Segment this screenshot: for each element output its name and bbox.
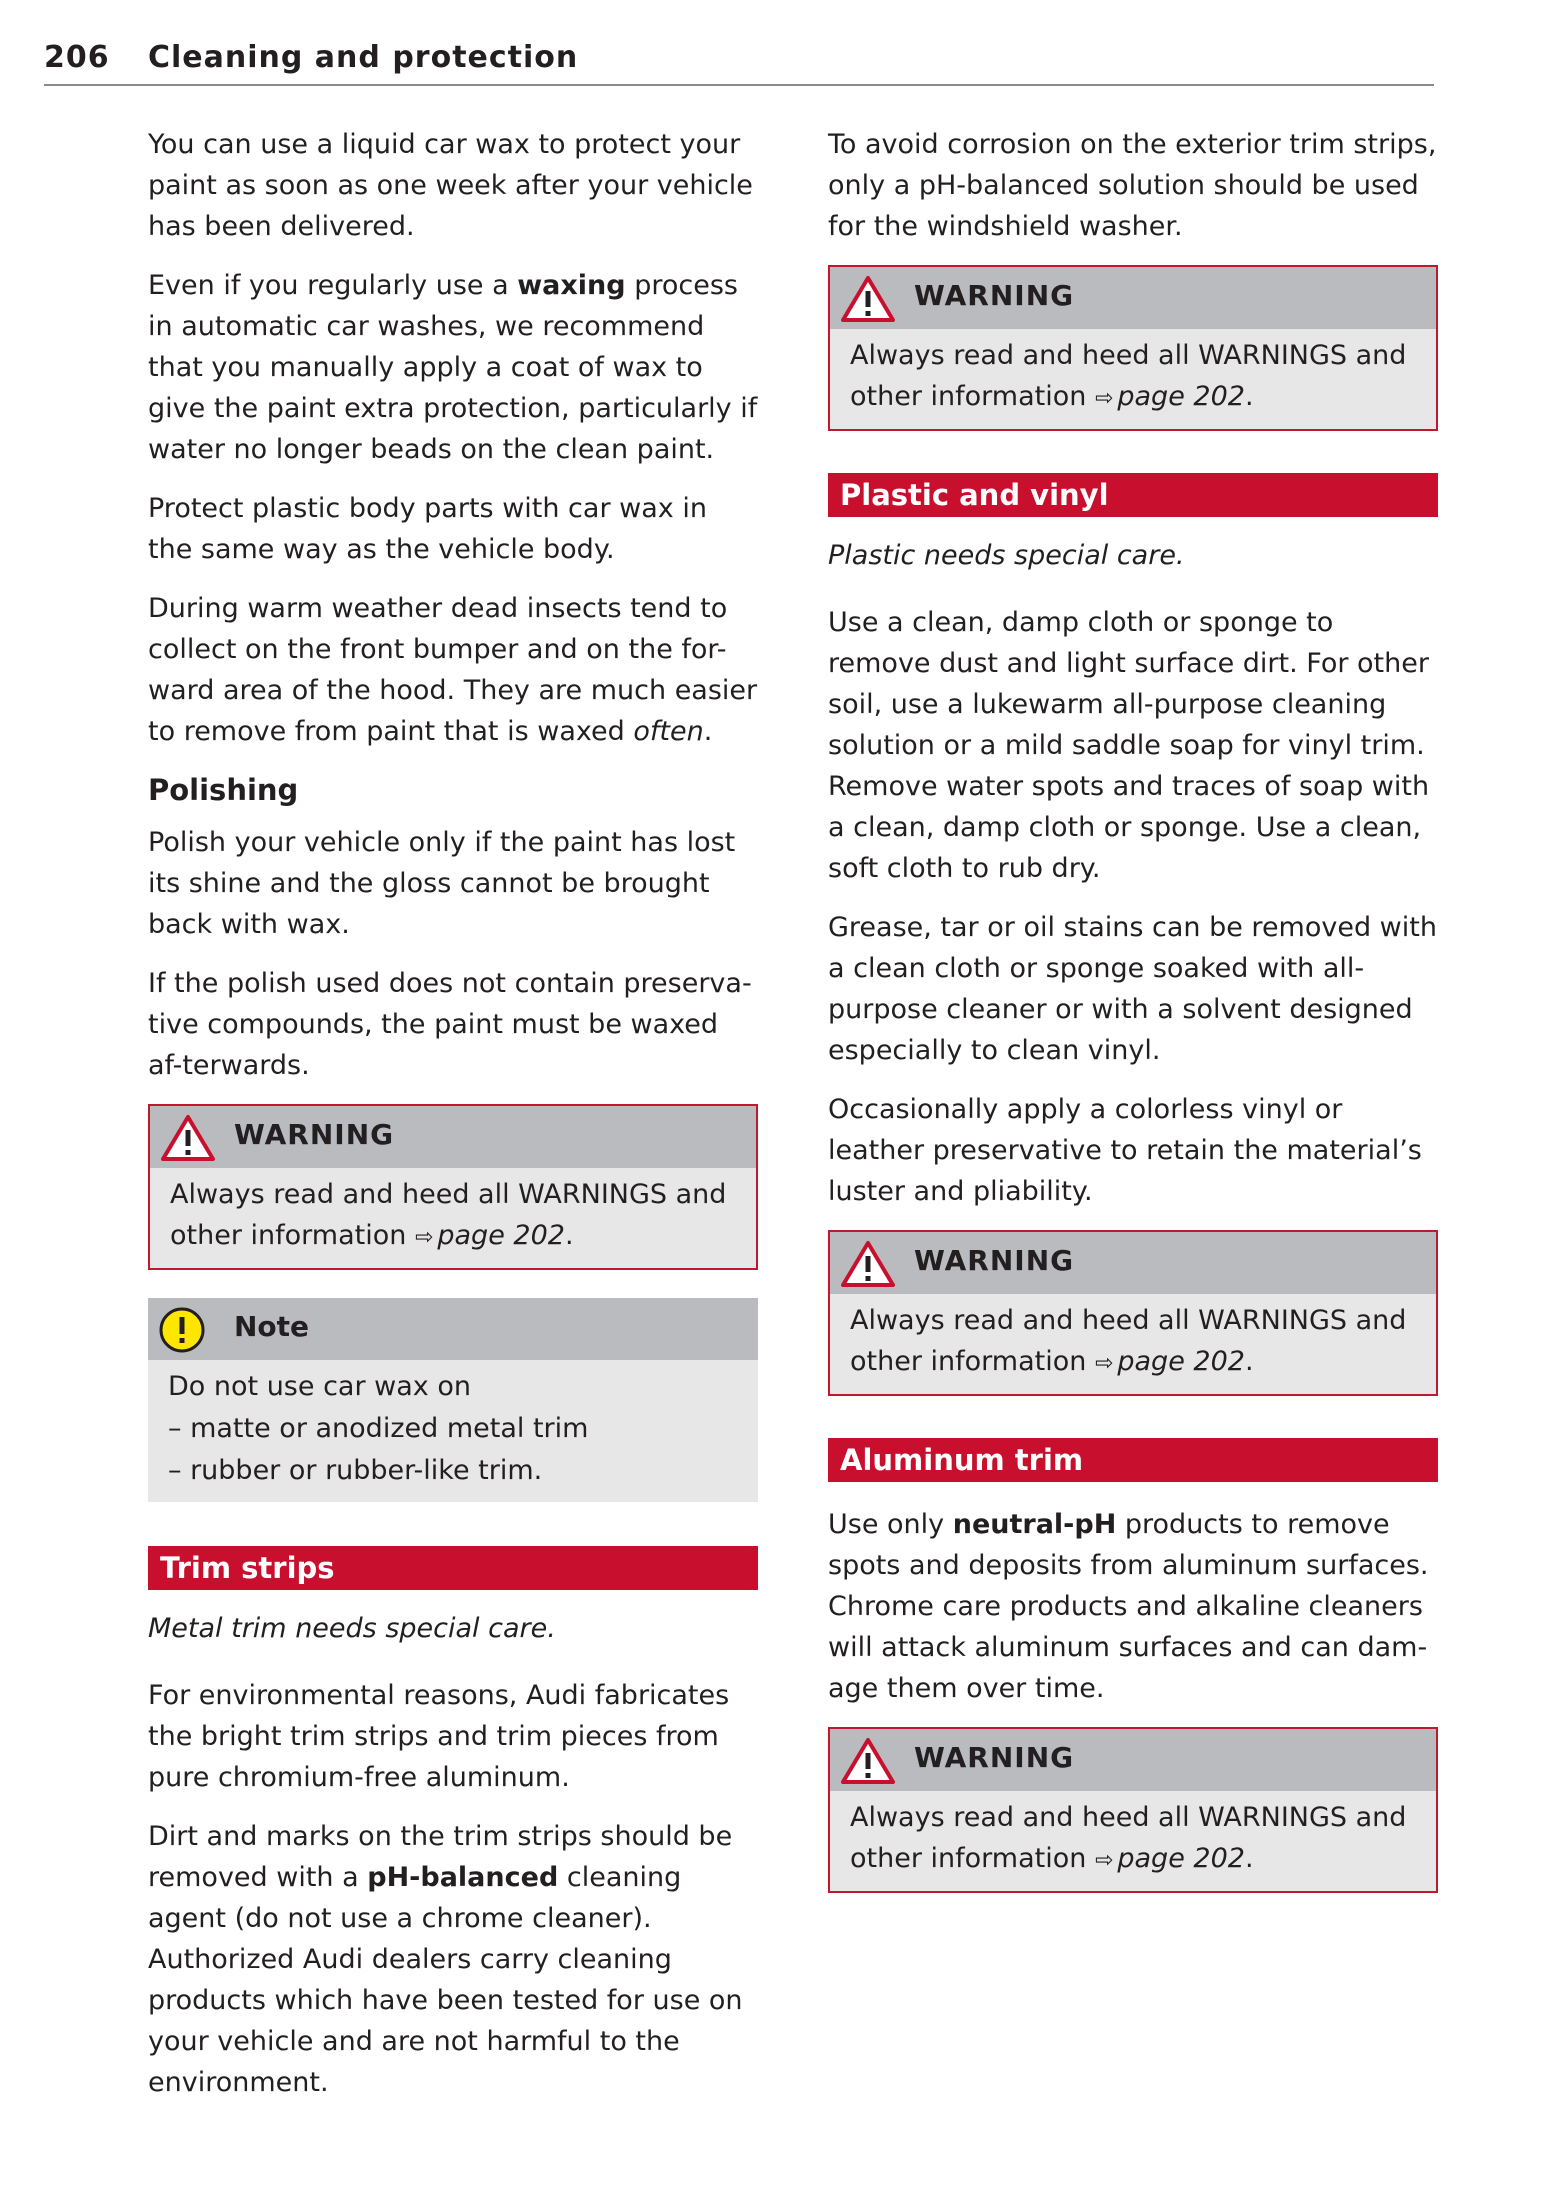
note-header	[148, 1298, 758, 1360]
page-reference-link[interactable]: page 202	[1117, 1843, 1245, 1874]
paragraph-polish-shine: Polish your vehicle only if the paint has lost its shine and the gloss cannot be brought back with wax.	[148, 827, 736, 940]
warning-header	[830, 1729, 1436, 1791]
text-fragment: .	[703, 716, 713, 747]
page-reference-link[interactable]: page 202	[437, 1220, 565, 1251]
exclamation-circle-icon	[158, 1306, 206, 1354]
warning-title: WARNING	[914, 1741, 1075, 1774]
warning-text: Always read and heed all WARNINGS and other information	[850, 340, 1407, 412]
paragraph-stains: Grease, tar or oil stains can be removed with a clean cloth or sponge soaked with all-purpose cleaner or with a solvent designed especially to clean vinyl.	[828, 912, 1437, 1066]
paragraph-preservative: Occasionally apply a colorless vinyl or leather preservative to retain the material’s luster and pliability.	[828, 1094, 1422, 1207]
paragraph-plastic-parts: Protect plastic body parts with car wax in the same way as the vehicle body.	[148, 493, 707, 565]
note-box	[148, 1298, 758, 1502]
text-fragment: .	[564, 1220, 574, 1251]
warning-box	[828, 1727, 1438, 1893]
page-reference-link[interactable]: page 202	[1117, 381, 1245, 412]
warning-header	[830, 267, 1436, 329]
paragraph-wax-intro: You can use a liquid car wax to protect your paint as soon as one week after your vehicle has been delivered.	[148, 129, 753, 242]
left-column	[148, 124, 758, 2121]
warning-title: WARNING	[914, 1244, 1075, 1277]
paragraph-aluminum-trim: For environmental reasons, Audi fabricates the bright trim strips and trim pieces from pure chromium-free aluminum.	[148, 1680, 730, 1793]
warning-body	[830, 1791, 1436, 1891]
note-list-item: – matte or anodized metal trim	[168, 1413, 589, 1444]
warning-text: Always read and heed all WARNINGS and other information	[170, 1179, 727, 1251]
warning-body	[150, 1168, 756, 1268]
page-reference-link[interactable]: page 202	[1117, 1346, 1245, 1377]
text-fragment: Even if you regularly use a	[148, 270, 518, 301]
section-heading-aluminum-trim: Aluminum trim	[828, 1438, 1438, 1482]
note-body	[148, 1360, 758, 1502]
paragraph-trim-cleaning	[148, 1816, 758, 2103]
warning-text: Always read and heed all WARNINGS and other information	[850, 1802, 1407, 1874]
page-header	[44, 40, 1434, 86]
section-heading-trim-strips: Trim strips	[148, 1546, 758, 1590]
text-fragment: process in automatic car washes, we recommend that you manually apply a coat of wax to give the paint extra protection, particularly if water no longer beads on the clean paint.	[148, 270, 758, 465]
text-fragment: .	[1244, 381, 1254, 412]
paragraph-insects	[148, 588, 758, 752]
text-fragment: cleaning agent (do not use a chrome cleaner). Authorized Audi dealers carry cleaning products which have been tested for use on your vehicle and are not harmful to the environment.	[148, 1862, 743, 2098]
paragraph-waxing	[148, 265, 758, 470]
note-line: Do not use car wax on	[168, 1371, 471, 1402]
bold-term-ph-balanced: pH-balanced	[367, 1862, 559, 1893]
note-title: Note	[234, 1310, 310, 1343]
warning-text: Always read and heed all WARNINGS and other information	[850, 1305, 1407, 1377]
arrow-right-icon: ⇨	[1094, 1351, 1114, 1376]
paragraph-neutral-ph	[828, 1504, 1438, 1709]
warning-triangle-icon	[840, 1240, 896, 1288]
heading-polishing: Polishing	[148, 773, 299, 807]
text-fragment: .	[1244, 1843, 1254, 1874]
warning-box	[828, 265, 1438, 431]
warning-box	[148, 1104, 758, 1270]
paragraph-polish-preservative: If the polish used does not contain preserva-tive compounds, the paint must be waxed af-terwards.	[148, 968, 752, 1081]
section-intro-plastic: Plastic needs special care.	[828, 540, 1185, 571]
warning-triangle-icon	[840, 1737, 896, 1785]
italic-term-often: often	[633, 716, 704, 747]
section-heading-plastic-vinyl: Plastic and vinyl	[828, 473, 1438, 517]
paragraph-corrosion: To avoid corrosion on the exterior trim strips, only a pH-balanced solution should be used for the windshield washer.	[828, 129, 1437, 242]
arrow-right-icon: ⇨	[414, 1225, 434, 1250]
text-fragment: During warm weather dead insects tend to collect on the front bumper and on the for-ward area of the hood. They are much easier to remove from paint that is waxed	[148, 593, 758, 747]
bold-term-waxing: waxing	[517, 270, 626, 301]
text-fragment: .	[1244, 1346, 1254, 1377]
warning-triangle-icon	[840, 275, 896, 323]
page-number: 206	[44, 40, 110, 75]
note-list-item: – rubber or rubber-like trim.	[168, 1455, 543, 1486]
warning-triangle-icon	[160, 1114, 216, 1162]
arrow-right-icon: ⇨	[1094, 1848, 1114, 1873]
warning-body	[830, 329, 1436, 429]
warning-header	[830, 1232, 1436, 1294]
page-title: Cleaning and protection	[148, 40, 579, 75]
warning-header	[150, 1106, 756, 1168]
warning-title: WARNING	[914, 279, 1075, 312]
warning-title: WARNING	[234, 1118, 395, 1151]
right-column	[828, 124, 1438, 1921]
paragraph-plastic-cleaning: Use a clean, damp cloth or sponge to remove dust and light surface dirt. For other soil, use a lukewarm all-purpose cleaning solution or a mild saddle soap for vinyl trim. Remove water spots and traces of soap with a clean, damp cloth or sponge. Use a clean, soft cloth to rub dry.	[828, 607, 1430, 884]
arrow-right-icon: ⇨	[1094, 386, 1114, 411]
text-fragment: Dirt and marks on the trim strips should be removed with a	[148, 1821, 733, 1893]
bold-term-neutral-ph: neutral-pH	[952, 1509, 1117, 1540]
warning-body	[830, 1294, 1436, 1394]
text-fragment: products to remove spots and deposits from aluminum surfaces. Chrome care products and alkaline cleaners will attack aluminum surfaces and can dam-age them over time.	[828, 1509, 1429, 1704]
text-fragment: Use only	[828, 1509, 953, 1540]
section-intro-trim: Metal trim needs special care.	[148, 1613, 556, 1644]
warning-box	[828, 1230, 1438, 1396]
